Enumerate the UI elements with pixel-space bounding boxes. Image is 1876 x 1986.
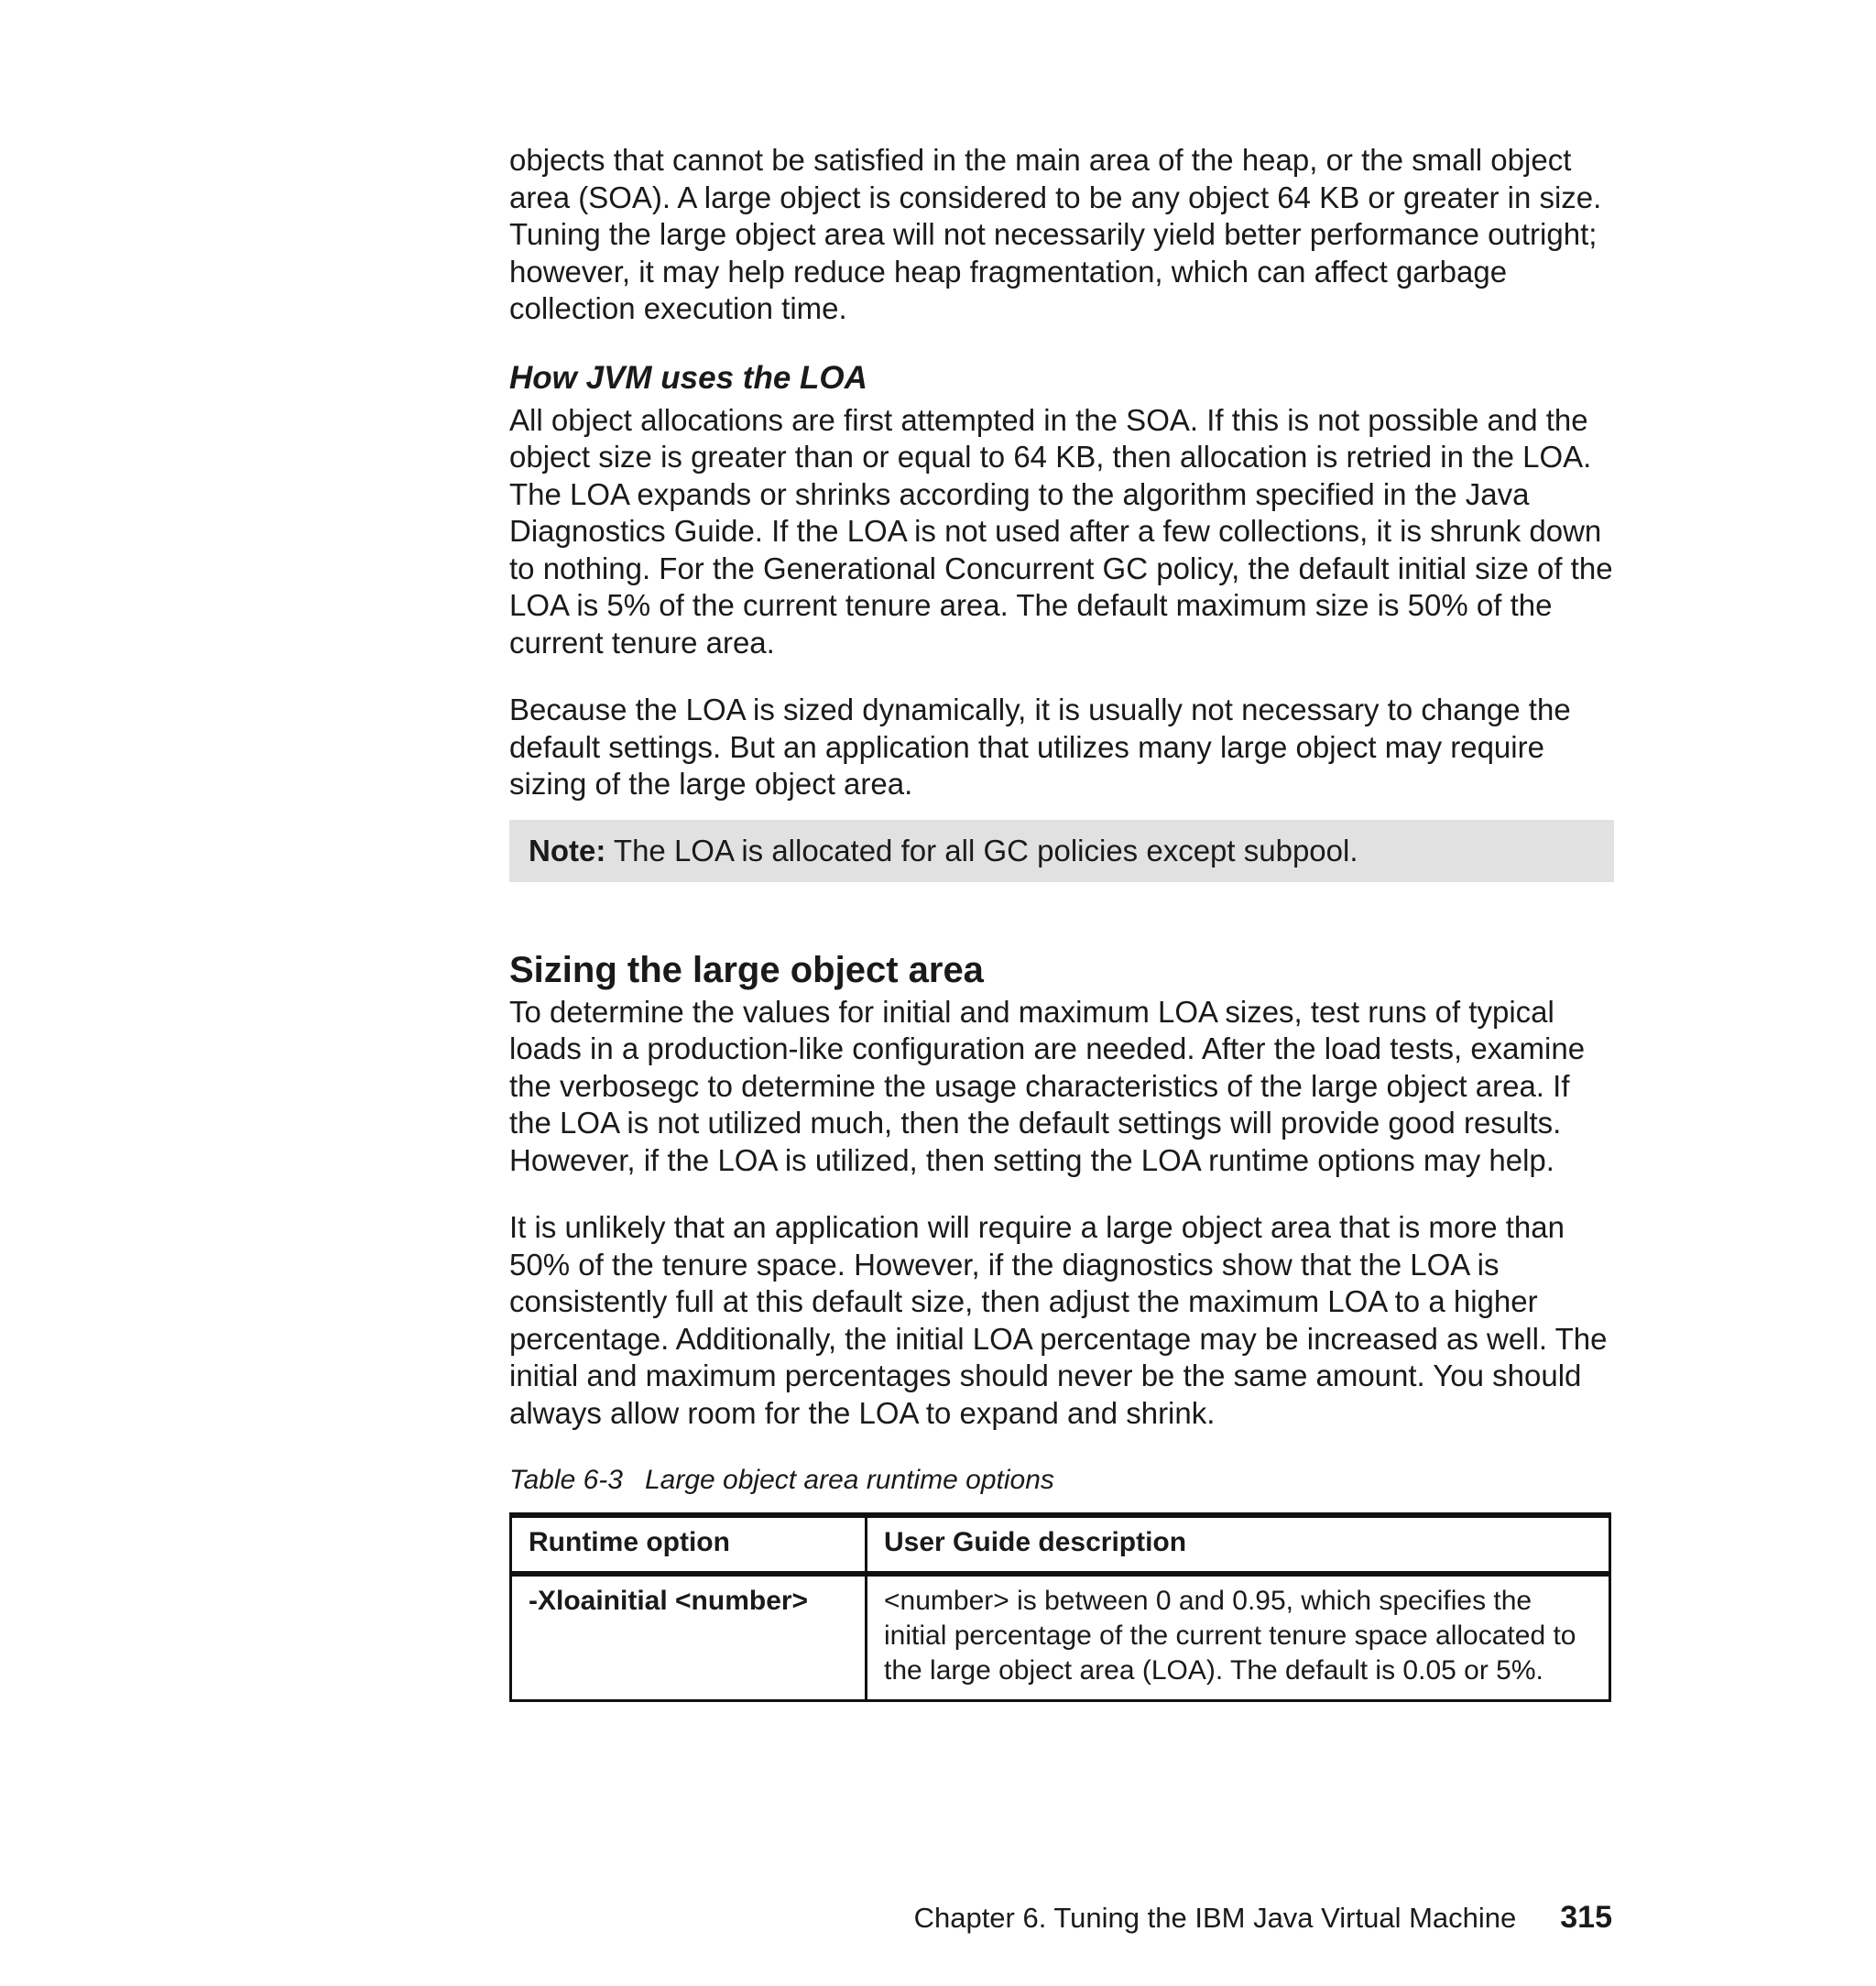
table-row [511, 1574, 1610, 1701]
runtime-options-table [509, 1512, 1611, 1702]
page-footer [914, 1899, 1612, 1937]
table-header-row [511, 1515, 1610, 1574]
table-header-option: Runtime option [511, 1515, 867, 1574]
intro-paragraph: objects that cannot be satisfied in the main area of the heap, or the small object area (SOA). A large object is considered to be any object 64 KB or greater in size. Tuning the large object area will not necessarily yield better performance outright; however, it may help reduce heap fragmentation, which can affect garbage collection execution time. [509, 143, 1602, 325]
table-caption-title: Large object area runtime options [644, 1465, 1054, 1495]
footer-chapter-title: Chapter 6. Tuning the IBM Java Virtual Machine [913, 1902, 1517, 1934]
page-number: 315 [1560, 1900, 1612, 1935]
table-header-description: User Guide description [867, 1515, 1610, 1574]
sizing-paragraph-1: To determine the values for initial and maximum LOA sizes, test runs of typical loads in a production-like configuration are needed. After the load tests, examine the verbosegc to determine the usage characteristics of the large object area. If the LOA is not utilized much, then the default settings will provide good results. However, if the LOA is utilized, then setting the LOA runtime options may help. [509, 994, 1586, 1177]
sizing-paragraph-2: It is unlikely that an application will require a large object area that is more than 50% of the tenure space. However, if the diagnostics show that the LOA is consistently full at this default size, then adjust the maximum LOA to a higher percentage. Additionally, the initial LOA percentage may be increased as well. The initial and maximum percentages should never be the same amount. You should always allow room for the LOA to expand and shrink. [509, 1210, 1608, 1430]
sizing-heading: Sizing the large object area [509, 949, 984, 990]
note-box [509, 820, 1614, 882]
loa-usage-paragraph-2: Because the LOA is sized dynamically, it is usually not necessary to change the default settings. But an application that utilizes many large object may require sizing of the large object area. [509, 693, 1571, 801]
loa-usage-paragraph-1: All object allocations are first attempted in the SOA. If this is not possible and the object size is greater than or equal to 64 KB, then allocation is retried in the LOA. The LOA expands or shrinks according to the algorithm specified in the Java Diagnostics Guide. If the LOA is not used after a few collections, it is shrunk down to nothing. For the Generational Concurrent GC policy, the default initial size of the LOA is 5% of the current tenure area. The default maximum size is 50% of the current tenure area. [509, 402, 1613, 660]
table-cell-description: <number> is between 0 and 0.95, which specifies the initial percentage of the current tenure space allocated to the large object area (LOA). The default is 0.05 or 5%. [867, 1574, 1610, 1701]
page-content [509, 142, 1614, 1702]
loa-usage-heading: How JVM uses the LOA [509, 359, 867, 396]
note-label: Note: [529, 833, 606, 868]
table-cell-option: -Xloainitial <number> [511, 1574, 867, 1701]
table-caption [509, 1463, 1614, 1498]
table-caption-number: Table 6-3 [509, 1465, 623, 1495]
note-text: The LOA is allocated for all GC policies except subpool. [613, 833, 1358, 868]
